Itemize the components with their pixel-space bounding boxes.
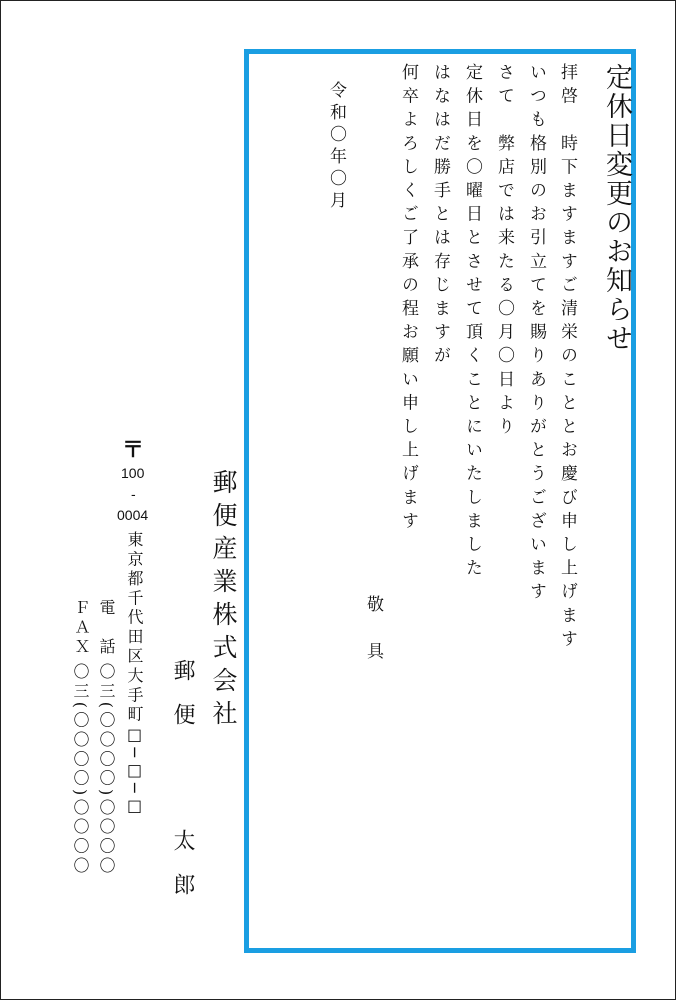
- body-line-6: 何卒よろしくご了承の程お願い申し上げます: [398, 63, 418, 535]
- body-line-1: 拝啓 時下ますますご清栄のこととお慶び申し上げます: [557, 63, 577, 653]
- sender-name-given: 太 郎: [170, 829, 195, 895]
- letter-title: 定休日変更のお知らせ: [601, 63, 632, 353]
- postal-code-sep: -: [131, 486, 136, 502]
- sender-address: 東京都千代田区大手町□─□─□: [125, 531, 144, 819]
- letter-date: 令和〇年〇月: [326, 81, 346, 213]
- phone-number: 〇三(〇〇〇〇)〇〇〇〇: [97, 663, 116, 877]
- sender-name-family: 郵 便: [170, 659, 195, 725]
- body-line-3: さて 弊店では来たる〇月〇日より: [494, 63, 514, 441]
- body-line-4: 定休日を〇曜日とさせて頂くことにいたしました: [462, 63, 482, 583]
- body-line-2: いつも格別のお引立てを賜りありがとうございます: [526, 63, 546, 606]
- closing-keigu: 敬 具: [363, 595, 383, 666]
- sender-company: 郵便産業株式会社: [209, 469, 238, 733]
- postal-code-2: 0004: [117, 507, 149, 523]
- phone-label: 電 話: [97, 599, 116, 658]
- body-line-5: はなはだ勝手とは存じますが: [430, 63, 450, 370]
- postal-code-1: 100: [121, 465, 145, 481]
- fax-number: 〇三(〇〇〇〇)〇〇〇〇: [71, 663, 90, 877]
- postal-mark: 〒: [122, 437, 145, 462]
- fax-label: ＦＡＸ: [72, 599, 89, 658]
